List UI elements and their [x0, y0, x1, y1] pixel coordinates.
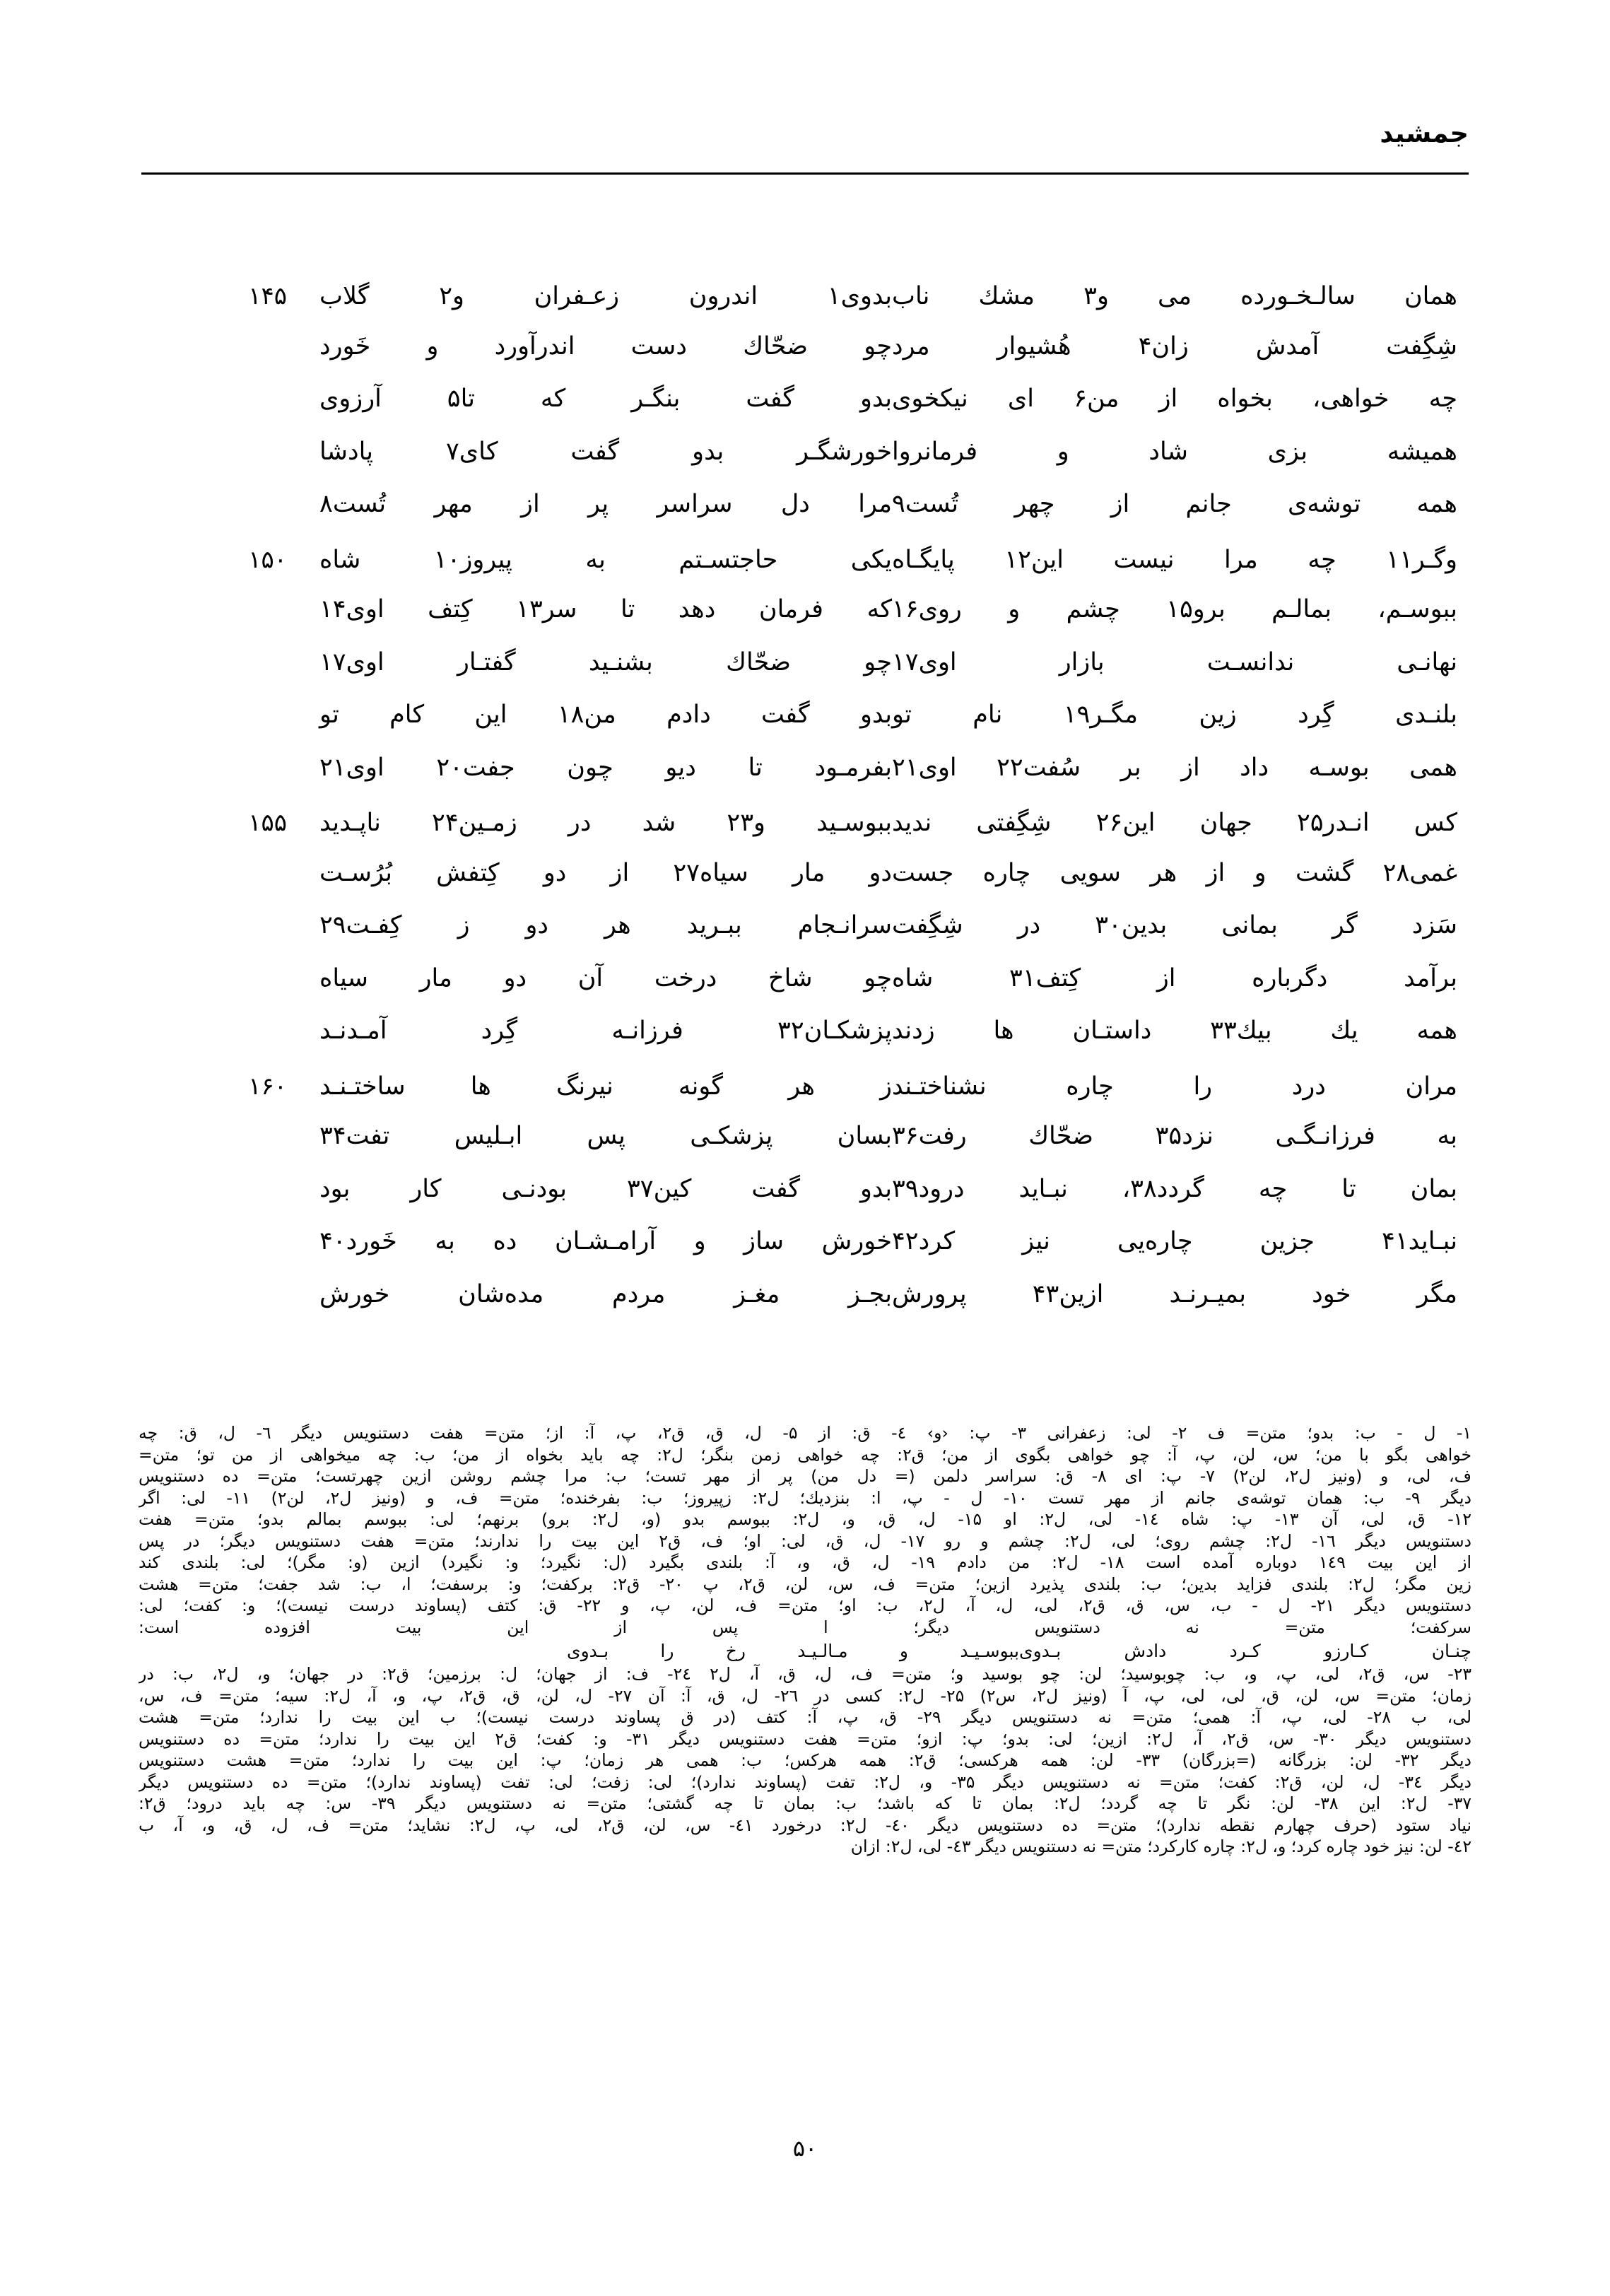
verse-number	[202, 509, 287, 512]
footnote-line: سركفت؛ متن= نه دستنویس دیگر؛ ا پس از این بیت افزوده است:	[139, 1617, 1471, 1637]
hemistich-right: ببوسـید و۲۳ شد در زمـین۲۴ ناپـدید	[319, 809, 892, 837]
running-head	[141, 120, 1469, 184]
hemistich-left: همی بوسـه داد از بر سُفت۲۲ اوی۲۱	[892, 753, 1457, 782]
hemistich-left: مران درد را چاره نشناختـند	[892, 1072, 1457, 1101]
footnotes-block	[139, 1422, 1471, 1858]
footnote-line: زین مگر؛ ل۲: بلندی فزاید بدین؛ ب: بلندی پذیرد ازین؛ متن= ف، س، لن، ق۲، پ ۲۰- ق۲: بركفت؛ و: برسفت؛ ا، ب: شد جفت؛ متن= هشت	[139, 1574, 1471, 1594]
hemistich-right: بجـز مغـز مردم مده‌شان خورش	[319, 1279, 892, 1308]
verse-number	[202, 667, 287, 670]
footnote-line: ۱- ل - ب: بدو؛ متن= ف ۲- لی: زعفرانی ۳- پ: ‹و› ٤- ق: از ۵- ل، ق، ق۲، پ، آ: از؛ متن= هفت دستنویس دیگر ٦- ل، ق: چه	[139, 1423, 1471, 1443]
verse-number	[202, 1036, 287, 1038]
hemistich-left: شِگِفت آمدش زان۴ هُشیوار مرد	[892, 332, 1457, 361]
verse-line	[139, 437, 1471, 493]
hemistich-right: چو ضحّاك دست اندرآورد و خَورد	[319, 332, 892, 361]
hemistich-left: كس انـدر۲۵ جهان این۲۶ شِگِفتی ندید	[892, 809, 1458, 837]
hemistich-left: وگـر۱۱ چه مرا نیست این۱۲ پایگـاه	[892, 545, 1458, 574]
hemistich-right: كه فرمان دهد تا سر۱۳ كِتف اوی۱۴	[319, 595, 892, 623]
verse-line	[139, 1124, 1471, 1177]
verse-number	[202, 983, 287, 986]
verse-number	[202, 1194, 287, 1197]
verse-number: ۱۴۵	[248, 282, 287, 310]
verse-number	[202, 1246, 287, 1249]
hemistich-right: پزشكـان۳۲ فرزانـه گِرد آمـدنـد	[319, 1017, 892, 1045]
verse-line	[139, 1279, 1471, 1335]
footnote-verse-left: ببوسـیـد و مـالـیـد رخ را بـدوی	[567, 1641, 1019, 1661]
verse-line	[139, 597, 1471, 650]
footnote-line: خواهی بگو با من؛ س، لن، پ، آ: چو خواهی بگوی از من؛ ق۲: چه خواهی زمن بنگر؛ ل۲: چه باید بخواه از من؛ ب: چه میخواهی از من تو؛ متن=	[139, 1444, 1471, 1465]
verse-block	[139, 281, 1471, 1335]
hemistich-left: چه خواهی، بخواه از من۶ ای نیكخوی	[892, 385, 1457, 413]
footnote-line: ۱۲- ق، لی، آن ۱۳- پ: شاه ۱٤- لی، ل۲: او ۱۵- ل، ق، و، ل۲: ببوسم بدو (و، ل۲: برو) برنهم؛ لی: ببوسم بمالم بدو؛ متن= هفت	[139, 1509, 1471, 1529]
verse-number: ۱۶۰	[248, 1072, 287, 1101]
footnote-verse-right: چنـان كـارزو كـرد دادش بـدوی	[1019, 1641, 1471, 1661]
hemistich-left: مگر خود بمیـرنـد ازین۴۳ پرورش	[892, 1279, 1457, 1308]
hemistich-left: بلنـدی گِرد زین مگـر۱۹ نام تو	[892, 701, 1457, 729]
verse-line	[139, 387, 1471, 440]
verse-number	[202, 614, 287, 617]
verse-number	[202, 720, 287, 722]
footnote-line: دیگر ۳۲- لن: بزرگانه (=بزرگان) ۳۳- لن: همه هركسی؛ ق۲: همه هركس؛ ب: همی هر زمان؛ پ: این بیت را ندارد؛ متن= هشت دستنویس	[139, 1750, 1471, 1770]
hemistich-right: دو مار سیاه۲۷ از دو كِتفش بُرُسـت	[319, 858, 892, 887]
footnote-line: نیاد ستود (حرف چهارم نقطه ندارد)؛ متن= ده دستنویس دیگر ٤۰- ل۲: درخورد ٤۱- س، لن، ق۲، لی، پ، ل۲: نشاید؛ متن= ف، ل، ق، و، آ، ب	[139, 1815, 1471, 1835]
verse-line	[139, 492, 1471, 545]
footnote-line: دستنویس دیگر ۳۰- س، ق۲، آ، ل۲: ازین؛ لی: بدو؛ پ: ازو؛ متن= هفت دستنویس دیگر ۳۱- و: كفت؛ ق۲ این بیت را ندارد؛ متن= ده دستنویس	[139, 1728, 1471, 1749]
hemistich-right: بدو گفت دادم من۱۸ این كام تو	[319, 701, 892, 729]
verse-line	[139, 650, 1471, 703]
hemistich-left: ببوسـم، بمالـم برو۱۵ چشم و روی۱۶	[892, 595, 1457, 623]
footnote-line: ف، لی، و (ونیز ل۲، لن۲) ۷- پ: ای ۸- ق: سراسر دلمن (= دل من) پر از مهر تست؛ ب: مرا چشم روشن ازین چهرتست؛ متن= ده دستنویس	[139, 1466, 1471, 1486]
hemistich-right: چو شاخ درخت آن دو مار سیاه	[319, 964, 892, 992]
footnote-line: دیگر ۳٤- ل، لن، ق۲: كفت؛ متن= نه دستنویس دیگر ۳۵- و، ل۲: تفت (پساوند ندارد)؛ لی: زفت؛ لی: تفت (پساوند ندارد)؛ متن= ده دستنویس دیگر	[139, 1771, 1471, 1792]
chapter-title: جمشید	[1380, 118, 1469, 148]
hemistich-left: بمان تا چه گردد۳۸، نبـاید درود۳۹	[892, 1174, 1458, 1203]
footnote-line: از این بیت ۱٤۹ دوباره آمده است ۱۸- ل۲: من دادم ۱۹- ل، ق، و، آ: بلندی بگیرد (ل: نگیرد؛ و: نگیرد) ازین (و: مگر)؛ لی: بلندی كند	[139, 1552, 1471, 1572]
hemistich-right: بدو گفت بنگـر كه تا۵ آرزوی	[319, 385, 893, 413]
hemistich-left: نبـاید۴۱ جزین چاره‌یی نیز كرد۴۲	[892, 1227, 1457, 1255]
verse-number	[202, 351, 287, 354]
verse-line	[139, 281, 1471, 334]
hemistich-right: چو ضحّاك بشنـید گفتـار اوی۱۷	[319, 648, 892, 676]
hemistich-right: خورش ساز و آرامـشـان ده به خَورد۴۰	[319, 1227, 892, 1255]
verse-line	[139, 858, 1471, 914]
footnote-line: ۳۷- ل۲: این ۳۸- لن: نگر تا چه گردد؛ ل۲: بمان تا كه باشد؛ ب: بمان تا چه گشتی؛ متن= نه دستنویس دیگر ۳۹- س: چه باید درود؛ ق۲:	[139, 1793, 1471, 1813]
hemistich-left: همیشه بزی شاد و فرمانروا	[892, 437, 1457, 466]
footnote-line: دستنویس دیگر ۲۱- ل - ب، س، ق، ق۲، لی، ل، آ، ل۲، ب: او؛ متن= ف، لن، پ، و ۲۲- ق: كتف (پساوند درست نیست)؛ و: كفت؛ لی:	[139, 1595, 1471, 1615]
verse-line	[139, 1229, 1471, 1282]
hemistich-left: سَزد گر بمانی بدین۳۰ در شِگِفت	[892, 911, 1457, 939]
verse-number	[202, 404, 287, 406]
footnote-line: دیگر ۹- ب: همان توشه‌ی جانم از مهر تست ۱۰- ل - پ، ا: بنزدیك؛ ل۲: زپیروز؛ ب: بفرخنده؛ متن= ف، و (ونیز ل۲، لن۲) ۱۱- لی: اگر	[139, 1487, 1471, 1508]
page-number: ۵۰	[792, 2135, 818, 2162]
header-rule	[141, 172, 1469, 175]
hemistich-right: خورشگـر بدو گفت كای۷ پادشا	[319, 437, 893, 466]
footnote-line: ٤۲- لن: نیز خود چاره كرد؛ و، ل۲: چاره كاركرد؛ متن= نه دستنویس دیگر ٤۳- لی، ل۲: ازان	[850, 1837, 1471, 1856]
verse-number	[202, 1299, 287, 1302]
verse-line	[139, 808, 1471, 861]
verse-number	[202, 930, 287, 933]
hemistich-right: مرا دل سراسر پر از مهر تُست۸	[319, 490, 892, 518]
verse-line	[139, 545, 1471, 598]
verse-line	[139, 1072, 1471, 1125]
verse-line	[139, 966, 1471, 1019]
hemistich-left: برآمد دگرباره از كِتف۳۱ شاه	[892, 964, 1457, 992]
verse-line	[139, 334, 1471, 387]
hemistich-right: سرانـجام ببـرید هر دو ز كِفـت۲۹	[319, 911, 892, 939]
verse-number: ۱۵۵	[248, 809, 287, 837]
verse-number	[202, 457, 287, 459]
verse-number: ۱۵۰	[248, 545, 287, 574]
hemistich-left: همه توشه‌ی جانم از چهر تُست۹	[892, 490, 1457, 518]
verse-line	[139, 753, 1471, 809]
footnote-line: دستنویس دیگر ۱٦- ل۲: چشم روی؛ لی، ل۲: چشم و رو ۱۷- ل، ق، لی: او؛ ف، ق۲ این بیت را ندارند؛ متن= هفت دستنویس دیگر؛ در پس	[139, 1530, 1471, 1551]
verse-line	[139, 1174, 1471, 1230]
verse-line	[139, 1019, 1471, 1072]
footnote-line: ۲۳- س، ق۲، لی، پ، و، ب: چوبوسید؛ لن: چو بوسید و؛ متن= ف، ل، ق، آ، ل۲ ۲٤- ف: از جهان؛ ل: برزمین؛ ق۲: در جهان؛ و، ل۲، ب: در	[139, 1664, 1471, 1684]
hemistich-left: همان سالـخـورده می و۳ مشك ناب	[892, 282, 1457, 310]
hemistich-left: نهانـی ندانسـت بازار اوی۱۷	[892, 648, 1457, 676]
hemistich-left: همه یك بیك۳۳ داستـان ها زدند	[892, 1017, 1457, 1045]
verse-line	[139, 913, 1471, 966]
verse-number	[202, 773, 287, 775]
hemistich-left: غمی۲۸ گشت و از هر سویی چاره جست	[892, 858, 1457, 887]
hemistich-right: بدو گفت كین۳۷ بودنـی كار بود	[319, 1174, 892, 1203]
hemistich-right: بفرمـود تا دیو چون جفت۲۰ اوی۲۱	[319, 753, 892, 782]
hemistich-left: به فرزانـگـی نزد۳۵ ضحّاك رفت۳۶	[892, 1122, 1457, 1150]
hemistich-right: ز هر گونه نیرنگ ها ساختـنـد	[319, 1072, 892, 1101]
footnote-inserted-verse	[139, 1639, 1471, 1663]
hemistich-right: بدوی۱ اندرون زعـفران و۲ گلاب	[319, 282, 893, 310]
verse-number	[202, 1141, 287, 1144]
footnote-line: لی، ب ۲۸- لی، پ، آ: همی؛ متن= نه دستنویس دیگر ۲۹- ق، پ، آ: كتف (در ق پساوند درست نیست)؛ ب این بیت را ندارد؛ متن= هشت	[139, 1707, 1471, 1727]
hemistich-right: یكی حاجتسـتم به پیروز۱۰ شاه	[319, 545, 892, 574]
verse-number	[202, 878, 287, 881]
hemistich-right: بسان پزشكـی پس ابـلیس تفت۳۴	[319, 1122, 892, 1150]
verse-line	[139, 703, 1471, 756]
footnote-line: زمان؛ متن= س، لن، ق، لی، لی، پ، آ (ونیز ل۲، س۲) ۲۵- ل۲: كسی در ۲٦- ل، ق، آ: آن ۲۷- ل، لن، ق، ق۲، پ، و، آ، ل۲: سیه؛ متن= ف، س،	[139, 1685, 1471, 1706]
